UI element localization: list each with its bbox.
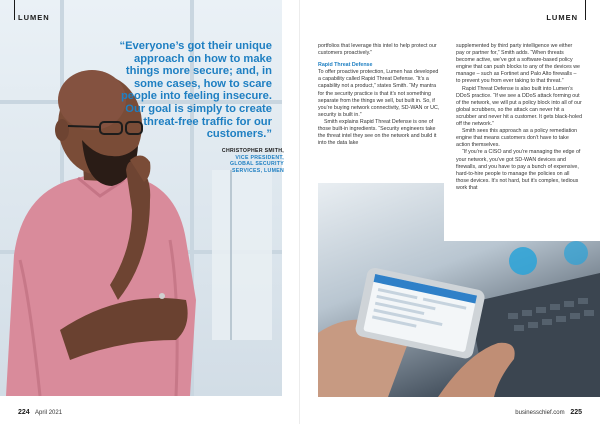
pull-quote: “Everyone’s got their unique approach on how to make things more secure; and, in some cases, how to scare people into feeling insecure. Our goal is simply to create threat-free traffic for our customers.” [119, 40, 272, 141]
website-url: businesschief.com [515, 410, 565, 416]
article-paragraph: Rapid Threat Defense is also built into Lumen’s DDoS practice. “If we see a DDoS attack forming out of the network, we will put a policy block into all of our global scrubbers, so the attack can never hit a scrubber and never hit a customer. It gets black-holed off the network.” [456, 85, 583, 128]
article-paragraph: portfolios that leverage this intel to help protect our customers proactively.” [318, 43, 437, 57]
issue-date: April 2021 [35, 410, 63, 416]
header-rule [585, 0, 586, 20]
article-paragraph: “If you’re a CISO and you’re managing the edge of your network, you’ve got SD-WAN devices and firewalls, and you have to pay a bunch of expensive, hard-to-hire people to manage the policies on all those devices. It’s not hard, but it’s complex, tedious work that [456, 149, 581, 191]
folio [18, 409, 62, 416]
article-paragraph: Smith sees this approach as a policy remediation engine that means customers don’t have to take action themselves. [456, 128, 578, 149]
article-paragraph: Smith explains Rapid Threat Defense is one of those built-in ingredients. “Security engineers take the threat intel they see on the network and build it into the data lake [318, 118, 437, 147]
folio [515, 409, 582, 416]
section-subhead: Rapid Threat Defense [318, 62, 373, 69]
article-paragraph: To offer proactive protection, Lumen has developed a capability called Rapid Threat Defense. “It’s a capability not a product,” states Smith. “My mantra for the security practice is that it’s not something separate from the things we sell, but built in. So, if you’re buying network connectivity, SD-WAN or UC, security is built in.” [318, 69, 440, 118]
attribution-title: GLOBAL SECURITY [230, 161, 284, 168]
article-column-2 [456, 43, 582, 192]
attribution-name: CHRISTOPHER SMITH, [221, 148, 284, 154]
quote-attribution [174, 148, 284, 174]
brand-label: LUMEN [18, 13, 50, 22]
brand-label: LUMEN [546, 13, 578, 22]
attribution-title: SERVICES, LUMEN [232, 167, 284, 174]
attribution-title: VICE PRESIDENT, [235, 154, 284, 161]
article-paragraph: supplemented by third party intelligence we either pay or partner for,” Smith adds. “When threats become active, we’ve got a software-based policy engine that can push blocks to any of the devices we manage – such as Fortinet and Palo Alto firewalls – to prevent you from ever taking to that threat.” [456, 43, 580, 85]
page-number: 225 [570, 409, 582, 416]
header-rule [14, 0, 15, 20]
article-column-1 [318, 43, 442, 147]
page-number: 224 [18, 409, 30, 416]
